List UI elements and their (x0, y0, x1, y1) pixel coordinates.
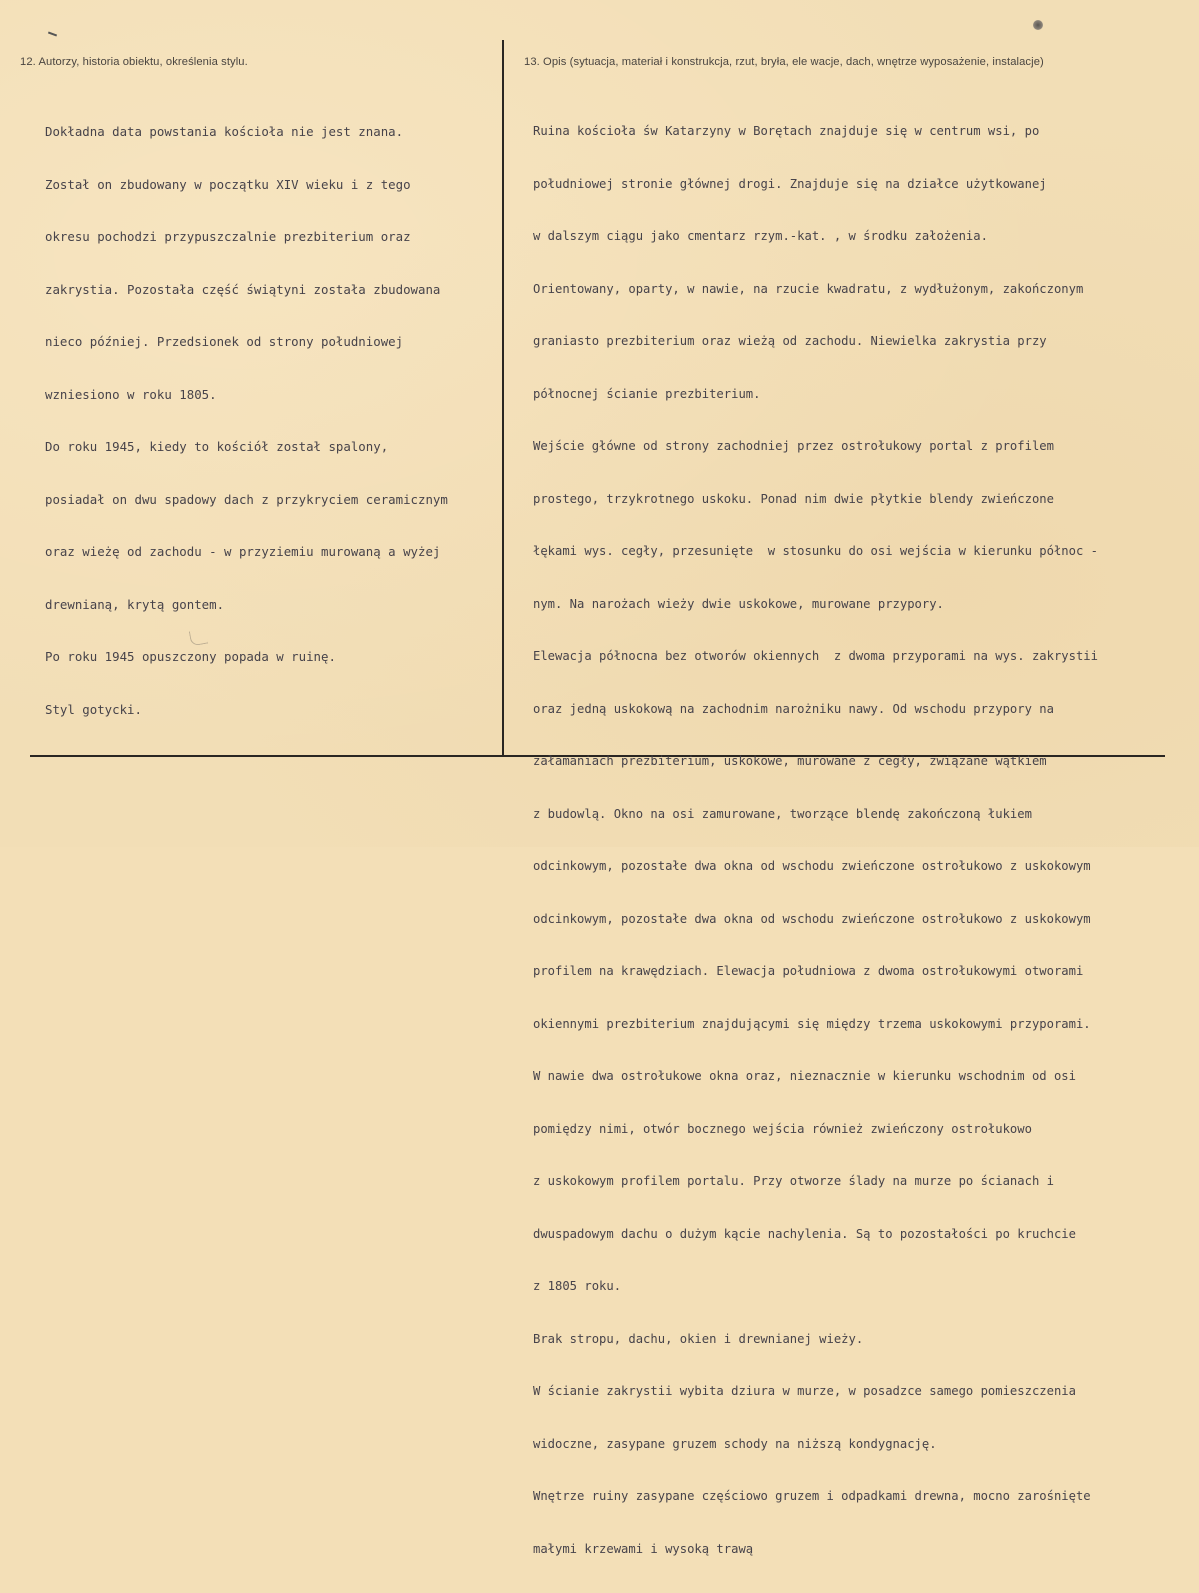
text-line: łękami wys. cegły, przesunięte w stosunku do osi wejścia w kierunku północ - (533, 544, 1098, 558)
text-line: profilem na krawędziach. Elewacja południowa z dwoma ostrołukowymi otworami (533, 964, 1084, 978)
text-line: Został on zbudowany w początku XIV wieku i z tego (45, 176, 411, 192)
text-line: oraz jedną uskokową na zachodnim narożniku nawy. Od wschodu przypory na (533, 701, 1054, 716)
text-line: okresu pochodzi przypuszczalnie prezbiterium oraz (45, 229, 411, 244)
text-line: dwuspadowym dachu o dużym kącie nachylenia. Są to pozostałości po kruchcie (533, 1226, 1076, 1241)
text-line: załamaniach prezbiterium, uskokowe, murowane z cegły, związane wątkiem (533, 754, 1047, 768)
section-13-text (533, 88, 1173, 1593)
text-line: Orientowany, oparty, w nawie, na rzucie kwadratu, z wydłużonym, zakończonym (533, 281, 1084, 296)
text-line: okiennymi prezbiterium znajdującymi się między trzema uskokowymi przyporami. (533, 1016, 1091, 1031)
text-line: Dokładna data powstania kościoła nie jest znana. (45, 124, 404, 139)
text-line: odcinkowym, pozostałe dwa okna od wschodu zwieńczone ostrołukowo z uskokowym (533, 911, 1091, 926)
section-12-heading: 12. Autorzy, historia obiektu, określenia stylu. (20, 56, 248, 68)
text-line: Brak stropu, dachu, okien i drewnianej wieży. (533, 1331, 864, 1346)
text-line: Wnętrze ruiny zasypane częściowo gruzem i odpadkami drewna, mocno zarośnięte (533, 1489, 1091, 1503)
text-line: Elewacja północna bez otworów okiennych z dwoma przyporami na wys. zakrystii (533, 649, 1098, 663)
ink-spot (1033, 20, 1043, 30)
text-line: posiadał on dwu spadowy dach z przykryciem ceramicznym (45, 491, 448, 507)
section-12-text (45, 88, 495, 753)
text-line: z 1805 roku. (533, 1279, 622, 1293)
text-line: prostego, trzykrotnego uskoku. Ponad nim dwie płytkie blendy zwieńczone (533, 491, 1054, 506)
text-line: południowej stronie głównej drogi. Znajduje się na działce użytkowanej (533, 176, 1047, 191)
ink-mark (48, 32, 57, 37)
text-line: graniasto prezbiterium oraz wieżą od zachodu. Niewielka zakrystia przy (533, 334, 1047, 348)
section-13-heading: 13. Opis (sytuacja, materiał i konstrukcja, rzut, bryła, ele wacje, dach, wnętrze wyposażenie, instalacje) (524, 56, 1044, 68)
column-divider (502, 40, 504, 756)
text-line: oraz wieżę od zachodu - w przyziemiu murowaną a wyżej (45, 544, 441, 559)
text-line: nieco później. Przedsionek od strony południowej (45, 334, 404, 349)
text-line: Po roku 1945 opuszczony popada w ruinę. (45, 649, 336, 664)
text-line: drewnianą, krytą gontem. (45, 596, 225, 612)
text-line: widoczne, zasypane gruzem schody na niższą kondygnację. (533, 1436, 937, 1451)
text-line: małymi krzewami i wysoką trawą (533, 1541, 754, 1556)
text-line: Styl gotycki. (45, 701, 142, 717)
text-line: zakrystia. Pozostała część świątyni została zbudowana (45, 281, 441, 297)
text-line: z uskokowym profilem portalu. Przy otworze ślady na murze po ścianach i (533, 1174, 1054, 1188)
text-line: w dalszym ciągu jako cmentarz rzym.-kat. , w środku założenia. (533, 229, 988, 243)
text-line: W nawie dwa ostrołukowe okna oraz, nieznacznie w kierunku wschodnim od osi (533, 1069, 1076, 1083)
text-line: Do roku 1945, kiedy to kościół został spalony, (45, 439, 389, 454)
text-line: nym. Na narożach wieży dwie uskokowe, murowane przypory. (533, 596, 944, 611)
text-line: pomiędzy nimi, otwór bocznego wejścia również zwieńczony ostrołukowo (533, 1121, 1032, 1136)
text-line: z budowlą. Okno na osi zamurowane, tworzące blendę zakończoną łukiem (533, 806, 1032, 821)
text-line: Ruina kościoła św Katarzyny w Borętach znajduje się w centrum wsi, po (533, 124, 1040, 138)
text-line: Wejście główne od strony zachodniej przez ostrołukowy portal z profilem (533, 439, 1054, 453)
text-line: wzniesiono w roku 1805. (45, 386, 217, 402)
text-line: W ścianie zakrystii wybita dziura w murze, w posadzce samego pomieszczenia (533, 1384, 1076, 1398)
text-line: północnej ścianie prezbiterium. (533, 386, 761, 401)
text-line: odcinkowym, pozostałe dwa okna od wschodu zwieńczone ostrołukowo z uskokowym (533, 859, 1091, 873)
